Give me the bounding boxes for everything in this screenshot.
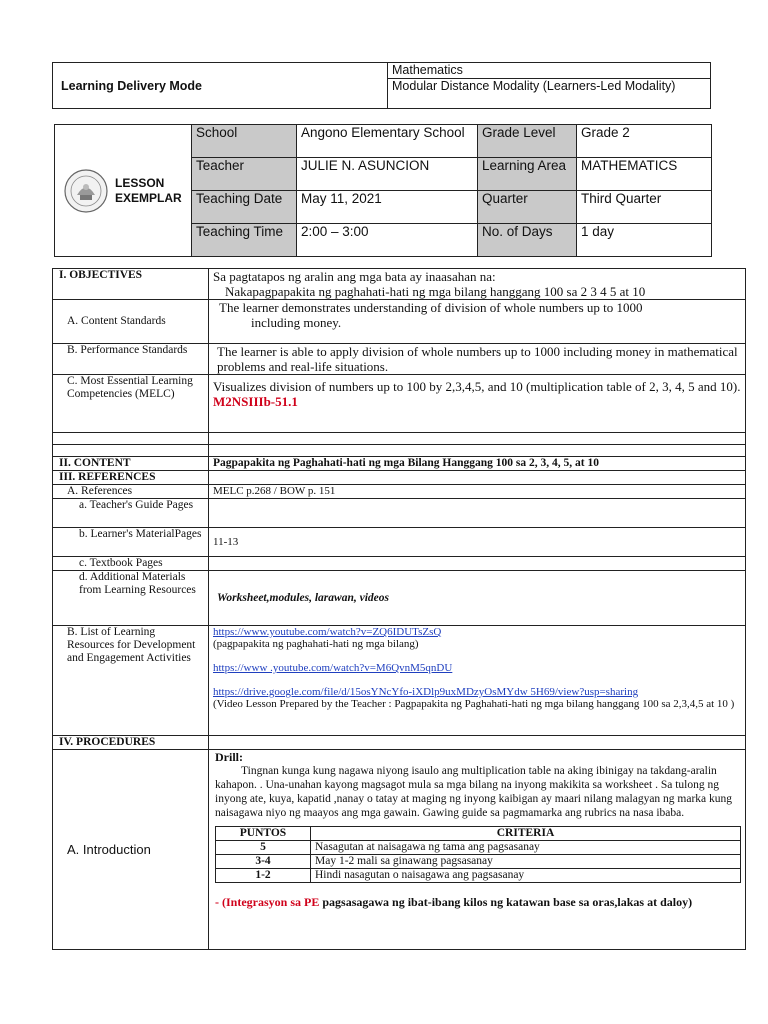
content-label: II. CONTENT (53, 457, 209, 471)
additional-materials-value: Worksheet,modules, larawan, videos (209, 571, 746, 626)
rubric-row-criteria: May 1-2 mali sa ginawang pagsasanay (311, 855, 741, 869)
lesson-title: LESSON (115, 175, 165, 190)
content-standards-value: The learner demonstrates understanding of division of whole numbers up to 1000 (219, 300, 643, 315)
rubric-row-criteria: Nasagutan at naisagawa ng tama ang pagsasanay (311, 841, 741, 855)
objectives-line1: Sa pagtatapos ng aralin ang mga bata ay inaasahan na: (213, 269, 496, 284)
content-standards-value2: including money. (251, 315, 342, 330)
performance-standards-label: B. Performance Standards (53, 344, 209, 375)
lesson-exemplar-cell (55, 125, 192, 257)
blank-row-value (209, 445, 746, 457)
header-subject: Mathematics (388, 63, 711, 79)
references-a-value: MELC p.268 / BOW p. 151 (209, 485, 746, 499)
rubric-row-points: 5 (216, 841, 311, 855)
info-table (54, 124, 712, 257)
quarter-value: Third Quarter (577, 191, 712, 224)
integration-rest: pagsasagawa ng ibat-ibang kilos ng katawan base sa oras,lakas at daloy) (319, 895, 693, 909)
rubric-row-points: 1-2 (216, 869, 311, 883)
time-value: 2:00 – 3:00 (297, 224, 478, 257)
blank-row-label (53, 445, 209, 457)
content-standards-cell (209, 300, 746, 344)
blank-row-value (209, 433, 746, 445)
teachers-guide-label: a. Teacher's Guide Pages (53, 499, 209, 528)
youtube-link-2[interactable]: https://www .youtube.com/watch?v=M6QvnM5qnDU (213, 662, 453, 674)
rubric-row-criteria: Hindi nasagutan o naisagawa ang pagsasanay (311, 869, 741, 883)
integration-note (215, 895, 741, 910)
melc-label: C. Most Essential Learning Competencies (MELC) (53, 375, 209, 433)
objectives-label: I. OBJECTIVES (53, 269, 209, 300)
time-label: Teaching Time (192, 224, 297, 257)
additional-materials-label: d. Additional Materials from Learning Resources (53, 571, 209, 626)
quarter-label: Quarter (478, 191, 577, 224)
learners-material-value: 11-13 (209, 528, 746, 557)
objectives-text (209, 269, 746, 300)
exemplar-title: EXEMPLAR (115, 190, 182, 205)
procedures-label: IV. PROCEDURES (53, 736, 209, 750)
grade-value: Grade 2 (577, 125, 712, 158)
date-label: Teaching Date (192, 191, 297, 224)
content-standards-label: A. Content Standards (53, 300, 209, 344)
drive-link-desc: (Video Lesson Prepared by the Teacher : Pagpapakita ng Paghahati-hati ng mga bilang hanggang 100 sa 2,3,4,5 at 10 ) (213, 698, 735, 710)
learners-material-label: b. Learner's MaterialPages (53, 528, 209, 557)
teachers-guide-value (209, 499, 746, 528)
days-value: 1 day (577, 224, 712, 257)
drive-link[interactable]: https://drive.google.com/file/d/15osYNcYfo-iXDlp9uxMDzyOsMYdw 5H69/view?usp=sharing (213, 686, 639, 698)
rubric-header-criteria: CRITERIA (311, 827, 741, 841)
days-label: No. of Days (478, 224, 577, 257)
rubric-header-points: PUNTOS (216, 827, 311, 841)
rubric-table (215, 826, 741, 883)
textbook-value (209, 557, 746, 571)
drill-text: Tingnan kunga kung nagawa niyong isaulo ang multiplication table na aking ibinigay na takdang-aralin kahapon. . Una-unahan kayong magsagot mula sa mga bilang na inyong makikita sa worksheet . Sa tulong ng inyong ate, kuya, kapatid ,nanay o tatay at maging ng inyong kaibigan ay maari nilang malagyan ng marka kung naisagawa niyo ng maayos ang mga gawain. Gawing guide sa pagmamarka ang rubrics na nasa ibaba. (215, 765, 733, 819)
school-value: Angono Elementary School (297, 125, 478, 158)
melc-value: Visualizes division of numbers up to 100 by 2,3,4,5, and 10 (multiplication table of 2, 3, 4, 5 and 10). (213, 379, 741, 394)
blank-row-label (53, 433, 209, 445)
rubric-row-points: 3-4 (216, 855, 311, 869)
header-table (52, 62, 711, 109)
melc-cell (209, 375, 746, 433)
melc-code: M2NSIIIb-51.1 (213, 394, 298, 409)
procedures-blank (209, 736, 746, 750)
teacher-value: JULIE N. ASUNCION (297, 158, 478, 191)
references-blank (209, 471, 746, 485)
performance-standards-value: The learner is able to apply division of whole numbers up to 1000 including money in mathematical problems and real-life situations. (209, 344, 746, 375)
references-label: III. REFERENCES (53, 471, 209, 485)
area-label: Learning Area (478, 158, 577, 191)
learning-resources-label: B. List of Learning Resources for Development and Engagement Activities (53, 626, 209, 736)
content-value: Pagpapakita ng Paghahati-hati ng mga Bilang Hanggang 100 sa 2, 3, 4, 5, at 10 (209, 457, 746, 471)
area-value: MATHEMATICS (577, 158, 712, 191)
youtube-link-1-desc: (pagpapakita ng paghahati-hati ng mga bilang) (213, 638, 419, 650)
youtube-link-1[interactable]: https://www.youtube.com/watch?v=ZQ6IDUTsZsQ (213, 626, 442, 638)
references-a-label: A. References (53, 485, 209, 499)
mode-label: Learning Delivery Mode (53, 79, 388, 109)
date-value: May 11, 2021 (297, 191, 478, 224)
teacher-label: Teacher (192, 158, 297, 191)
grade-label: Grade Level (478, 125, 577, 158)
drill-title: Drill: (215, 750, 243, 764)
introduction-label: A. Introduction (53, 750, 209, 950)
objectives-line2: Nakapagpapakita ng paghahati-hati ng mga bilang hanggang 100 sa 2 3 4 5 at 10 (225, 284, 646, 299)
lesson-table (52, 268, 746, 950)
mode-value: Modular Distance Modality (Learners-Led Modality) (388, 79, 711, 109)
introduction-cell (209, 750, 746, 950)
textbook-label: c. Textbook Pages (53, 557, 209, 571)
integration-pe: (Integrasyon sa PE (222, 895, 320, 909)
learning-resources-cell (209, 626, 746, 736)
school-label: School (192, 125, 297, 158)
integration-dash: - (215, 895, 222, 909)
deped-seal-icon (63, 168, 109, 214)
header-blank-cell (53, 63, 388, 79)
